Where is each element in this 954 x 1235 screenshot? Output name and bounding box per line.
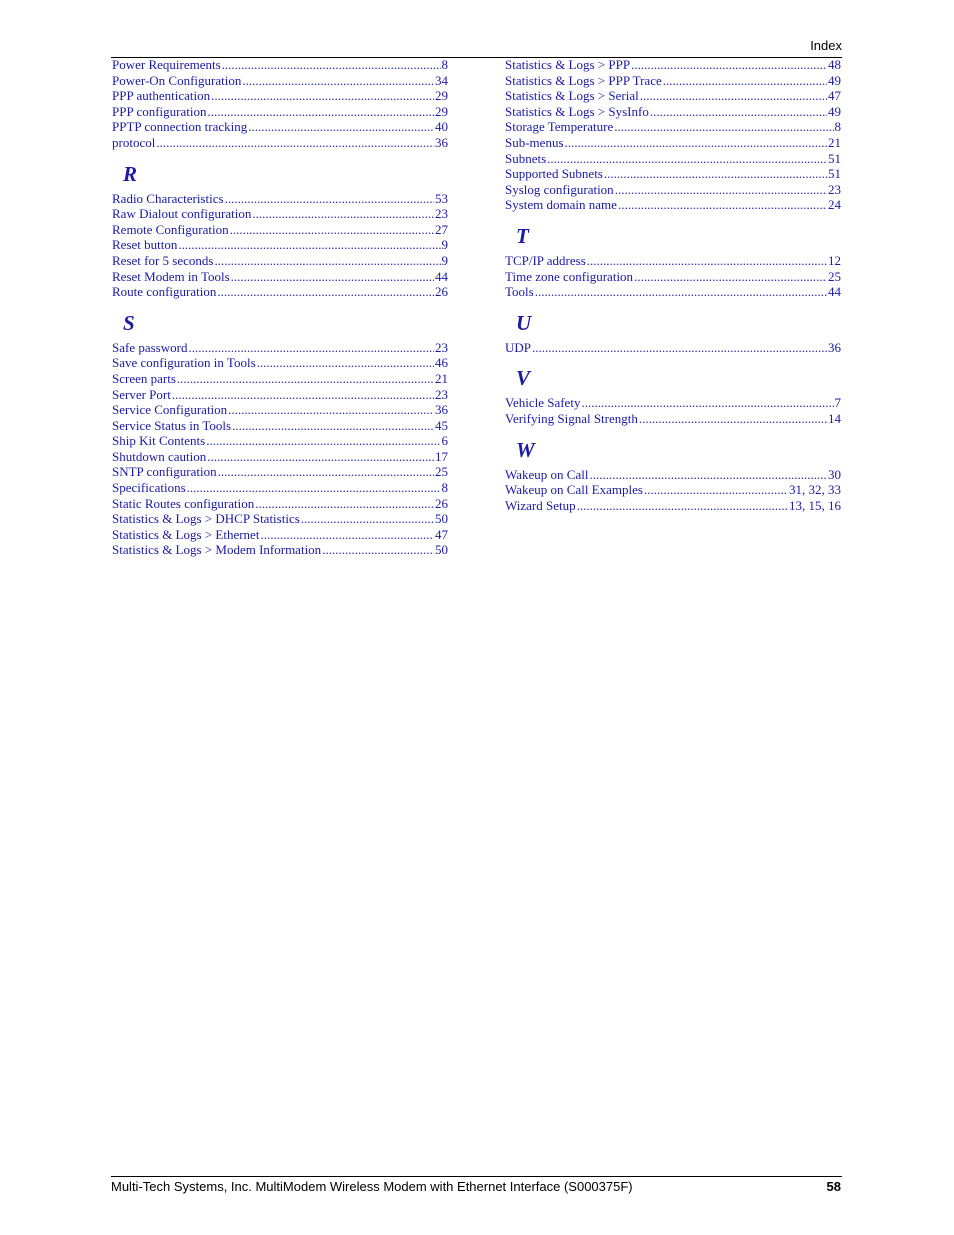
- index-entry-term: PPP authentication: [112, 88, 211, 104]
- dot-leader: [208, 104, 435, 120]
- index-entry-link[interactable]: [112, 527, 448, 543]
- index-entry-pages: 12: [828, 252, 841, 268]
- footer-rule: [111, 1176, 842, 1177]
- index-entry-pages: 30: [828, 466, 841, 482]
- index-entry-term: System domain name: [505, 197, 617, 213]
- index-entry-link[interactable]: [505, 197, 841, 213]
- index-entry-pages: 7: [834, 395, 841, 411]
- index-entry-term: Reset button: [112, 237, 178, 253]
- index-entry-link[interactable]: [505, 73, 841, 89]
- index-entry-link[interactable]: [112, 542, 448, 558]
- index-entry-link[interactable]: [112, 119, 448, 135]
- index-entry-term: Save configuration in Tools: [112, 355, 256, 371]
- index-entry-term: Statistics & Logs > Serial: [505, 88, 639, 104]
- dot-leader: [242, 73, 434, 89]
- index-entry-term: Wizard Setup: [505, 497, 576, 513]
- index-entry-term: Reset for 5 seconds: [112, 252, 214, 268]
- index-entry-term: Syslog configuration: [505, 181, 614, 197]
- index-entry-pages: 26: [435, 284, 448, 300]
- index-entry-pages: 24: [828, 197, 841, 213]
- index-entry-pages: 6: [441, 433, 448, 449]
- dot-leader: [206, 433, 440, 449]
- index-entry-link[interactable]: [505, 135, 841, 151]
- index-entry-term: Power Requirements: [112, 57, 221, 72]
- index-entry-pages: 23: [435, 206, 448, 222]
- index-entry-link[interactable]: [112, 253, 448, 269]
- dot-leader: [211, 88, 434, 104]
- dot-leader: [577, 498, 788, 514]
- index-entry-pages: 8: [834, 119, 841, 135]
- dot-leader: [232, 418, 434, 434]
- index-entry-term: Tools: [505, 284, 534, 300]
- dot-leader: [252, 206, 434, 222]
- index-entry-link[interactable]: [505, 340, 841, 356]
- index-entry-pages: 8: [441, 480, 448, 496]
- dot-leader: [618, 197, 827, 213]
- index-entry-link[interactable]: [112, 511, 448, 527]
- dot-leader: [301, 511, 434, 527]
- index-entry-pages: 31, 32, 33: [789, 482, 841, 498]
- dot-leader: [188, 340, 434, 356]
- dot-leader: [604, 166, 827, 182]
- dot-leader: [222, 57, 441, 73]
- index-entry-pages: 23: [828, 181, 841, 197]
- index-entry-link[interactable]: [505, 182, 841, 198]
- index-letter-heading: W: [516, 437, 535, 462]
- index-entry-link[interactable]: [112, 57, 448, 73]
- index-entry-term: protocol: [112, 134, 156, 150]
- index-entry-link[interactable]: [112, 340, 448, 356]
- index-entry-term: Reset Modem in Tools: [112, 268, 230, 284]
- index-entry-term: Statistics & Logs > DHCP Statistics: [112, 511, 300, 527]
- dot-leader: [640, 88, 827, 104]
- index-entry-link[interactable]: [112, 73, 448, 89]
- dot-leader: [178, 237, 440, 253]
- index-letter-heading: R: [123, 161, 138, 186]
- index-letter-heading: T: [516, 223, 529, 248]
- index-entry-term: Statistics & Logs > Ethernet: [112, 526, 260, 542]
- dot-leader: [565, 135, 828, 151]
- index-entry-pages: 51: [828, 150, 841, 166]
- index-entry-link[interactable]: [112, 371, 448, 387]
- index-entry-pages: 25: [435, 464, 448, 480]
- index-entry-pages: 45: [435, 417, 448, 433]
- index-entry-link[interactable]: [505, 253, 841, 269]
- index-letter-heading: V: [516, 366, 531, 391]
- index-entry-link[interactable]: [505, 119, 841, 135]
- index-entry-term: Storage Temperature: [505, 119, 614, 135]
- index-entry-pages: 8: [441, 57, 448, 72]
- index-entry-pages: 9: [441, 237, 448, 253]
- index-entry-term: Verifying Signal Strength: [505, 410, 638, 426]
- index-entry-pages: 53: [435, 190, 448, 206]
- index-entry-link[interactable]: [112, 496, 448, 512]
- index-entry-term: Route configuration: [112, 284, 217, 300]
- index-column-left: [112, 57, 448, 558]
- running-header-title: Index: [810, 38, 842, 53]
- dot-leader: [587, 253, 827, 269]
- index-entry-term: Screen parts: [112, 370, 176, 386]
- index-entry-pages: 29: [435, 103, 448, 119]
- dot-leader: [532, 340, 827, 356]
- dot-leader: [589, 467, 827, 483]
- index-entry-link[interactable]: [112, 135, 448, 151]
- index-entry-pages: 9: [441, 252, 448, 268]
- dot-leader: [214, 253, 440, 269]
- index-entry-term: Remote Configuration: [112, 221, 229, 237]
- index-entry-term: Server Port: [112, 386, 171, 402]
- index-entry-term: Specifications: [112, 480, 186, 496]
- dot-leader: [535, 284, 827, 300]
- index-entry-link[interactable]: [505, 57, 841, 73]
- index-entry-pages: 17: [435, 448, 448, 464]
- index-entry-link[interactable]: [112, 402, 448, 418]
- dot-leader: [230, 222, 434, 238]
- index-entry-pages: 49: [828, 103, 841, 119]
- dot-leader: [255, 496, 434, 512]
- index-entry-link[interactable]: [505, 269, 841, 285]
- index-entry-term: Subnets: [505, 150, 547, 166]
- index-entry-link[interactable]: [505, 395, 841, 411]
- index-entry-link[interactable]: [112, 191, 448, 207]
- index-entry-link[interactable]: [112, 237, 448, 253]
- index-entry-term: Vehicle Safety: [505, 395, 581, 411]
- dot-leader: [614, 119, 833, 135]
- index-entry-term: Radio Characteristics: [112, 190, 224, 206]
- dot-leader: [615, 182, 827, 198]
- index-entry-pages: 23: [435, 339, 448, 355]
- index-entry-pages: 47: [435, 526, 448, 542]
- dot-leader: [172, 387, 434, 403]
- index-column-right: [505, 57, 841, 513]
- index-entry-term: Wakeup on Call Examples: [505, 482, 643, 498]
- index-entry-term: Statistics & Logs > PPP: [505, 57, 631, 72]
- dot-leader: [156, 135, 434, 151]
- index-entry-pages: 50: [435, 542, 448, 558]
- index-entry-pages: 50: [435, 511, 448, 527]
- dot-leader: [218, 464, 434, 480]
- index-entry-pages: 47: [828, 88, 841, 104]
- index-entry-link[interactable]: [505, 498, 841, 514]
- index-entry-term: Statistics & Logs > SysInfo: [505, 103, 649, 119]
- index-entry-term: Safe password: [112, 339, 188, 355]
- dot-leader: [225, 191, 434, 207]
- index-entry-pages: 23: [435, 386, 448, 402]
- index-entry-link[interactable]: [112, 464, 448, 480]
- index-entry-link[interactable]: [505, 284, 841, 300]
- dot-leader: [217, 284, 434, 300]
- index-entry-pages: 21: [435, 370, 448, 386]
- index-entry-link[interactable]: [112, 355, 448, 371]
- footer-text: Multi-Tech Systems, Inc. MultiModem Wireless Modem with Ethernet Interface (S000375F): [111, 1179, 633, 1194]
- index-entry-term: Service Status in Tools: [112, 417, 232, 433]
- index-entry-pages: 25: [828, 268, 841, 284]
- index-entry-pages: 36: [828, 339, 841, 355]
- dot-leader: [650, 104, 827, 120]
- index-entry-link[interactable]: [112, 449, 448, 465]
- index-entry-term: UDP: [505, 339, 532, 355]
- index-entry-link[interactable]: [112, 88, 448, 104]
- index-entry-term: SNTP configuration: [112, 464, 217, 480]
- index-entry-pages: 48: [828, 57, 841, 72]
- index-entry-pages: 49: [828, 72, 841, 88]
- dot-leader: [231, 269, 434, 285]
- index-entry-term: Time zone configuration: [505, 268, 634, 284]
- index-entry-pages: 27: [435, 221, 448, 237]
- index-entry-pages: 29: [435, 88, 448, 104]
- index-entry-term: PPP configuration: [112, 103, 207, 119]
- index-entry-link[interactable]: [505, 151, 841, 167]
- index-entry-link[interactable]: [112, 418, 448, 434]
- dot-leader: [639, 411, 827, 427]
- index-entry-link[interactable]: [112, 206, 448, 222]
- index-entry-link[interactable]: [112, 433, 448, 449]
- index-entry-link[interactable]: [112, 284, 448, 300]
- index-entry-pages: 40: [435, 119, 448, 135]
- dot-leader: [631, 57, 827, 73]
- dot-leader: [260, 527, 434, 543]
- index-entry-term: Statistics & Logs > Modem Information: [112, 542, 322, 558]
- index-entry-link[interactable]: [112, 222, 448, 238]
- index-entry-link[interactable]: [112, 269, 448, 285]
- index-entry-term: Power-On Configuration: [112, 72, 242, 88]
- index-letter-heading: S: [123, 310, 135, 335]
- dot-leader: [634, 269, 827, 285]
- index-entry-pages: 26: [435, 495, 448, 511]
- dot-leader: [644, 482, 788, 498]
- index-entry-term: TCP/IP address: [505, 252, 586, 268]
- index-entry-term: Statistics & Logs > PPP Trace: [505, 72, 662, 88]
- dot-leader: [187, 480, 441, 496]
- index-entry-pages: 44: [435, 268, 448, 284]
- dot-leader: [248, 119, 434, 135]
- index-entry-term: Service Configuration: [112, 402, 228, 418]
- index-entry-pages: 13, 15, 16: [789, 497, 841, 513]
- index-entry-pages: 14: [828, 410, 841, 426]
- dot-leader: [228, 402, 434, 418]
- index-entry-link[interactable]: [505, 104, 841, 120]
- index-entry-term: Shutdown caution: [112, 448, 207, 464]
- dot-leader: [663, 73, 827, 89]
- index-entry-link[interactable]: [112, 480, 448, 496]
- index-entry-term: Sub-menus: [505, 134, 564, 150]
- index-entry-link[interactable]: [112, 387, 448, 403]
- index-entry-pages: 51: [828, 166, 841, 182]
- index-entry-link[interactable]: [505, 482, 841, 498]
- dot-leader: [257, 355, 434, 371]
- dot-leader: [581, 395, 833, 411]
- index-entry-pages: 36: [435, 134, 448, 150]
- index-entry-pages: 34: [435, 72, 448, 88]
- index-entry-pages: 44: [828, 284, 841, 300]
- page-number: 58: [826, 1179, 841, 1194]
- index-entry-term: Supported Subnets: [505, 166, 603, 182]
- dot-leader: [547, 151, 827, 167]
- index-entry-pages: 36: [435, 402, 448, 418]
- index-entry-link[interactable]: [505, 411, 841, 427]
- index-entry-link[interactable]: [112, 104, 448, 120]
- index-entry-term: Ship Kit Contents: [112, 433, 206, 449]
- dot-leader: [207, 449, 434, 465]
- index-entry-link[interactable]: [505, 88, 841, 104]
- index-letter-heading: U: [516, 310, 532, 335]
- index-entry-pages: 21: [828, 134, 841, 150]
- index-entry-term: PPTP connection tracking: [112, 119, 248, 135]
- dot-leader: [177, 371, 434, 387]
- index-entry-term: Raw Dialout configuration: [112, 206, 252, 222]
- index-entry-term: Wakeup on Call: [505, 466, 589, 482]
- dot-leader: [322, 542, 434, 558]
- index-entry-link[interactable]: [505, 467, 841, 483]
- index-entry-link[interactable]: [505, 166, 841, 182]
- index-entry-pages: 46: [435, 355, 448, 371]
- index-entry-term: Static Routes configuration: [112, 495, 255, 511]
